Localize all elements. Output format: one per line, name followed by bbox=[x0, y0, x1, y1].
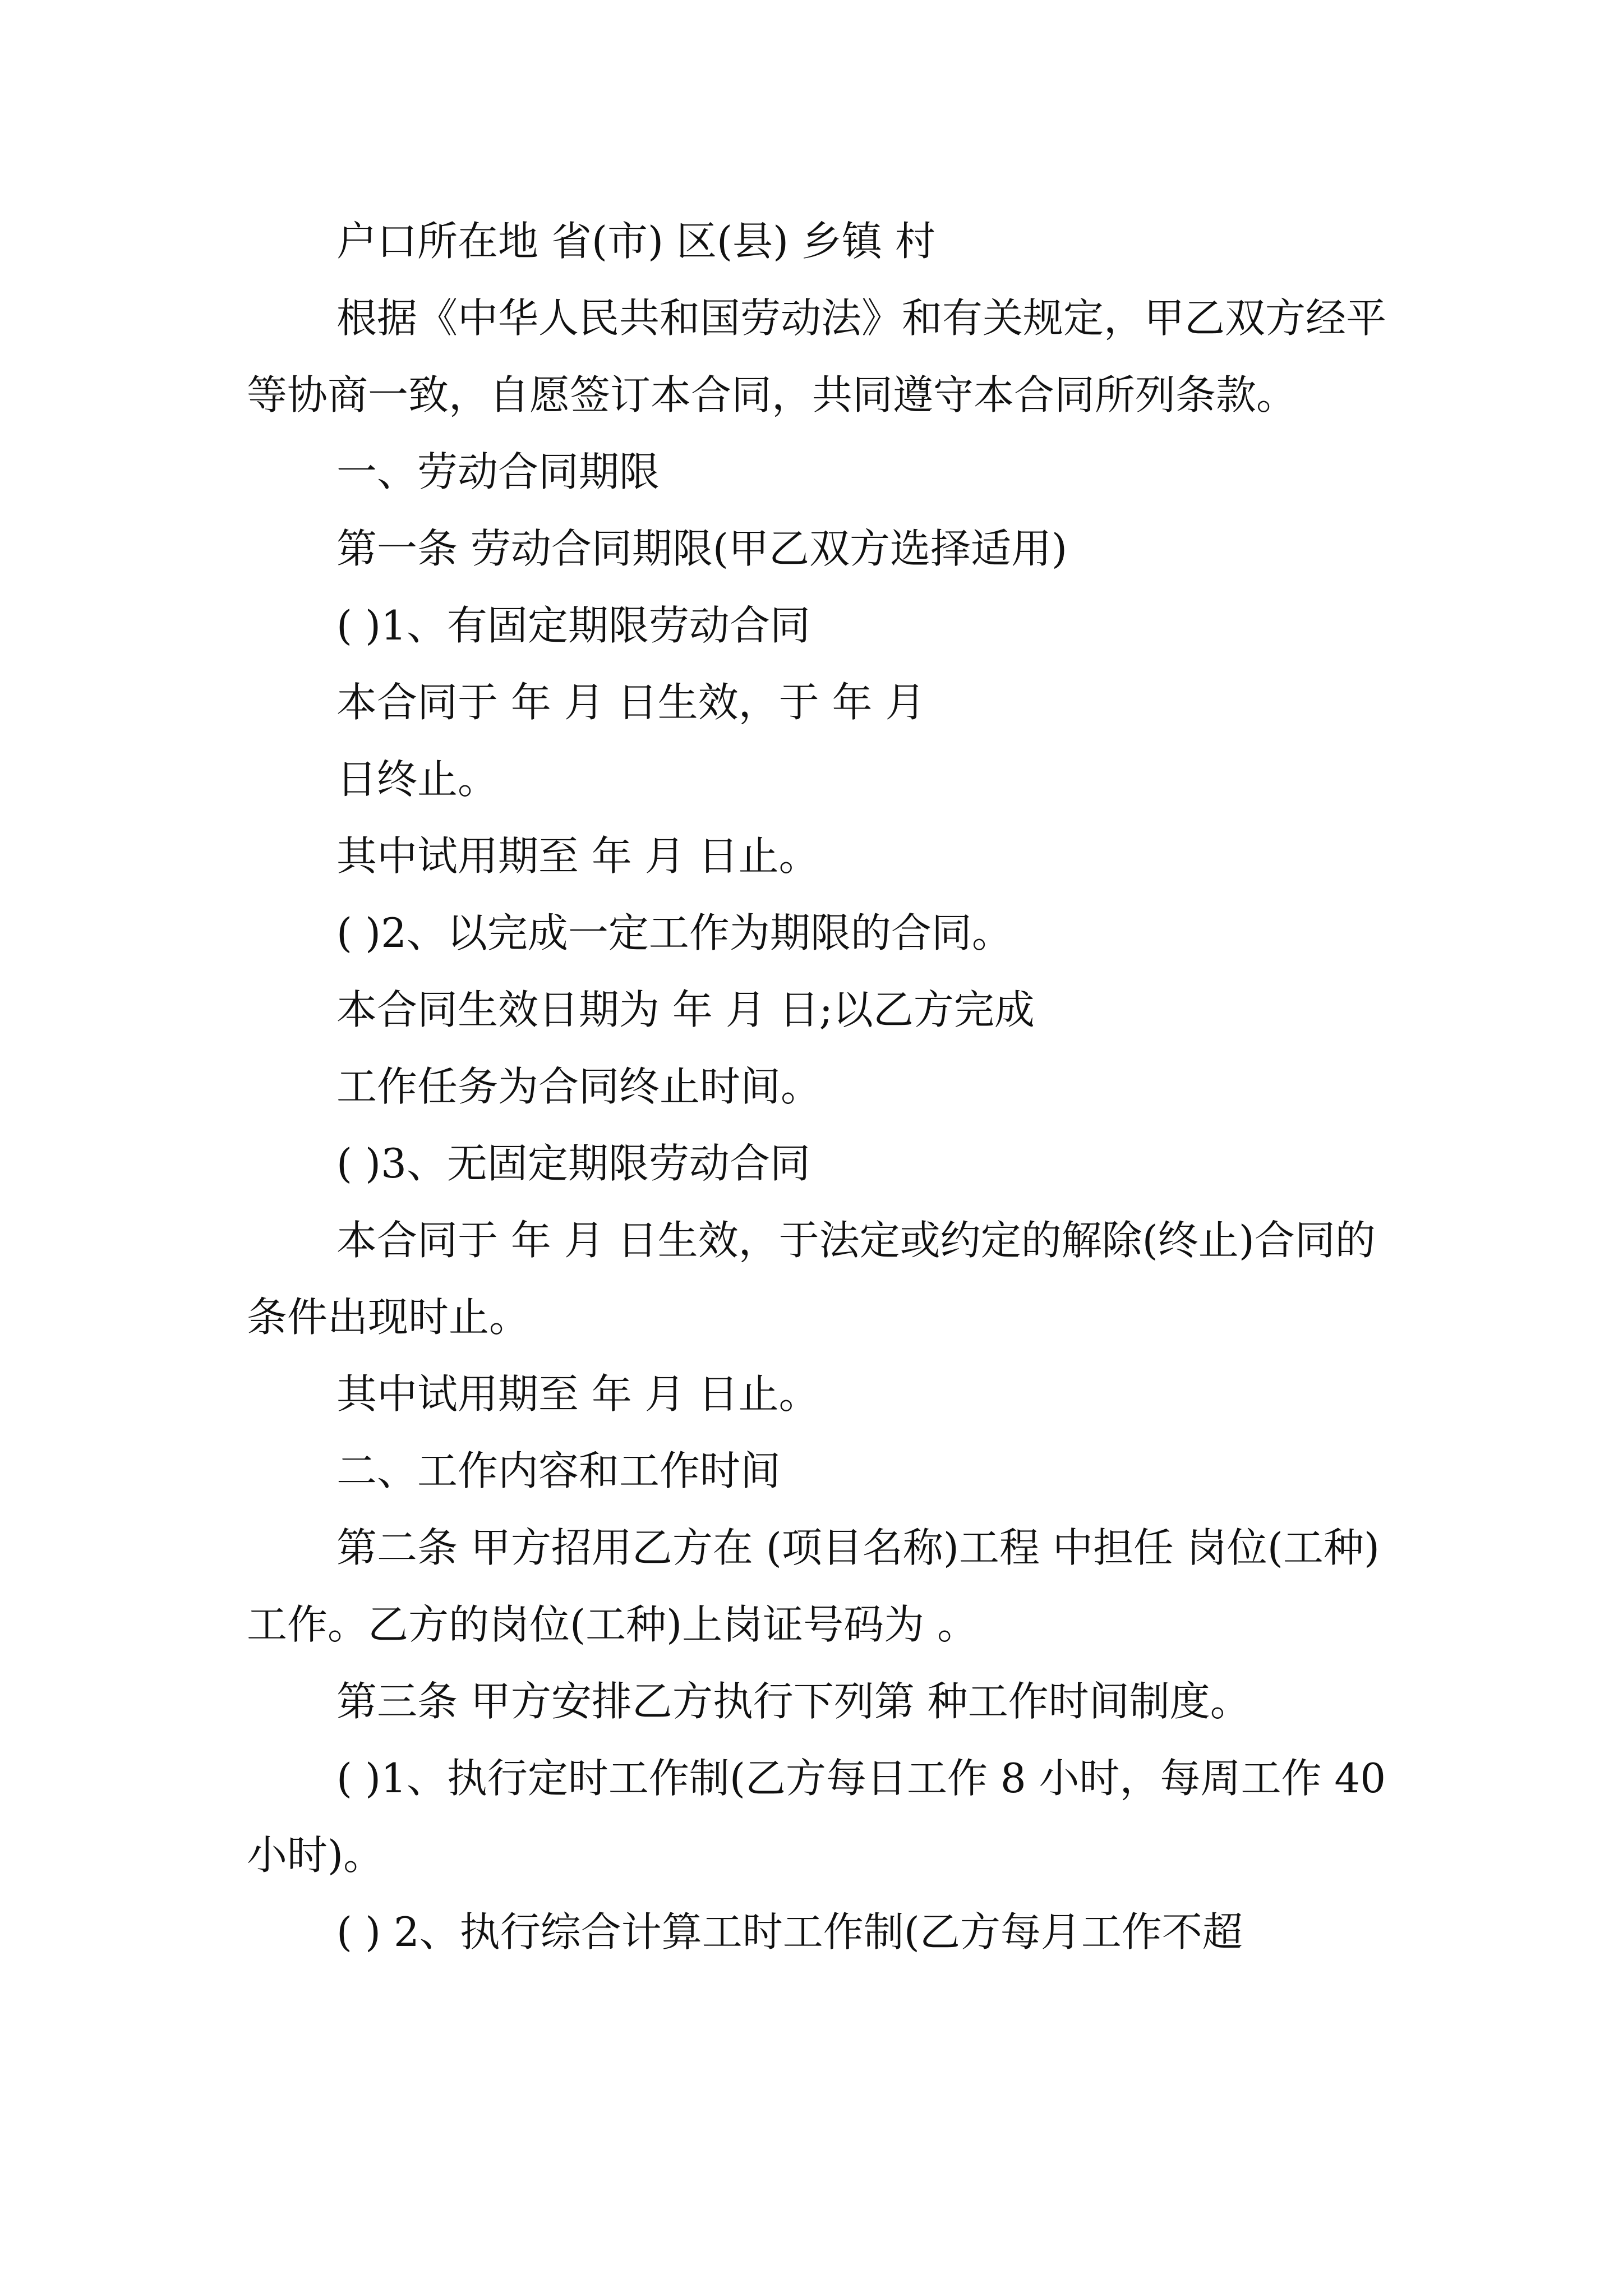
section-heading-term: 一、劳动合同期限 bbox=[336, 448, 660, 495]
option-fixed-term: ( )1、有固定期限劳动合同 bbox=[336, 602, 810, 649]
article-1-heading: 第一条 劳动合同期限(甲乙双方选择适用) bbox=[336, 525, 1068, 572]
option-comprehensive-hours: ( ) 2、执行综合计算工时工作制(乙方每月工作不超 bbox=[336, 1908, 1243, 1955]
probation-line-1: 其中试用期至 年 月 日止。 bbox=[336, 832, 819, 880]
task-based-effective-line: 本合同生效日期为 年 月 日;以乙方完成 bbox=[336, 986, 1035, 1033]
article-2-paragraph: 第二条 甲方招用乙方在 (项目名称)工程 中担任 岗位(工种)工作。乙方的岗位(工种)上岗证号码为 。 bbox=[247, 1524, 1380, 1648]
task-based-end-line: 工作任务为合同终止时间。 bbox=[336, 1063, 822, 1110]
fixed-term-end-line: 日终止。 bbox=[336, 756, 499, 803]
preamble-paragraph: 根据《中华人民共和国劳动法》和有关规定，甲乙双方经平等协商一致，自愿签订本合同，共同遵守本合同所列条款。 bbox=[247, 295, 1387, 418]
open-ended-effective-paragraph: 本合同于 年 月 日生效，于法定或约定的解除(终止)合同的条件出现时止。 bbox=[247, 1217, 1376, 1341]
contract-body bbox=[247, 203, 1399, 1971]
option-standard-hours: ( )1、执行定时工作制(乙方每日工作 8 小时，每周工作 40 小时)。 bbox=[247, 1755, 1399, 1879]
household-location-line: 户口所在地 省(市) 区(县) 乡镇 村 bbox=[336, 218, 935, 265]
option-task-based: ( )2、以完成一定工作为期限的合同。 bbox=[336, 909, 1012, 956]
option-open-ended: ( )3、无固定期限劳动合同 bbox=[336, 1140, 810, 1187]
article-3-paragraph: 第三条 甲方安排乙方执行下列第 种工作时间制度。 bbox=[336, 1678, 1251, 1725]
section-heading-work: 二、工作内容和工作时间 bbox=[336, 1447, 781, 1494]
fixed-term-effective-line: 本合同于 年 月 日生效，于 年 月 bbox=[336, 679, 926, 726]
probation-line-2: 其中试用期至 年 月 日止。 bbox=[336, 1370, 819, 1418]
